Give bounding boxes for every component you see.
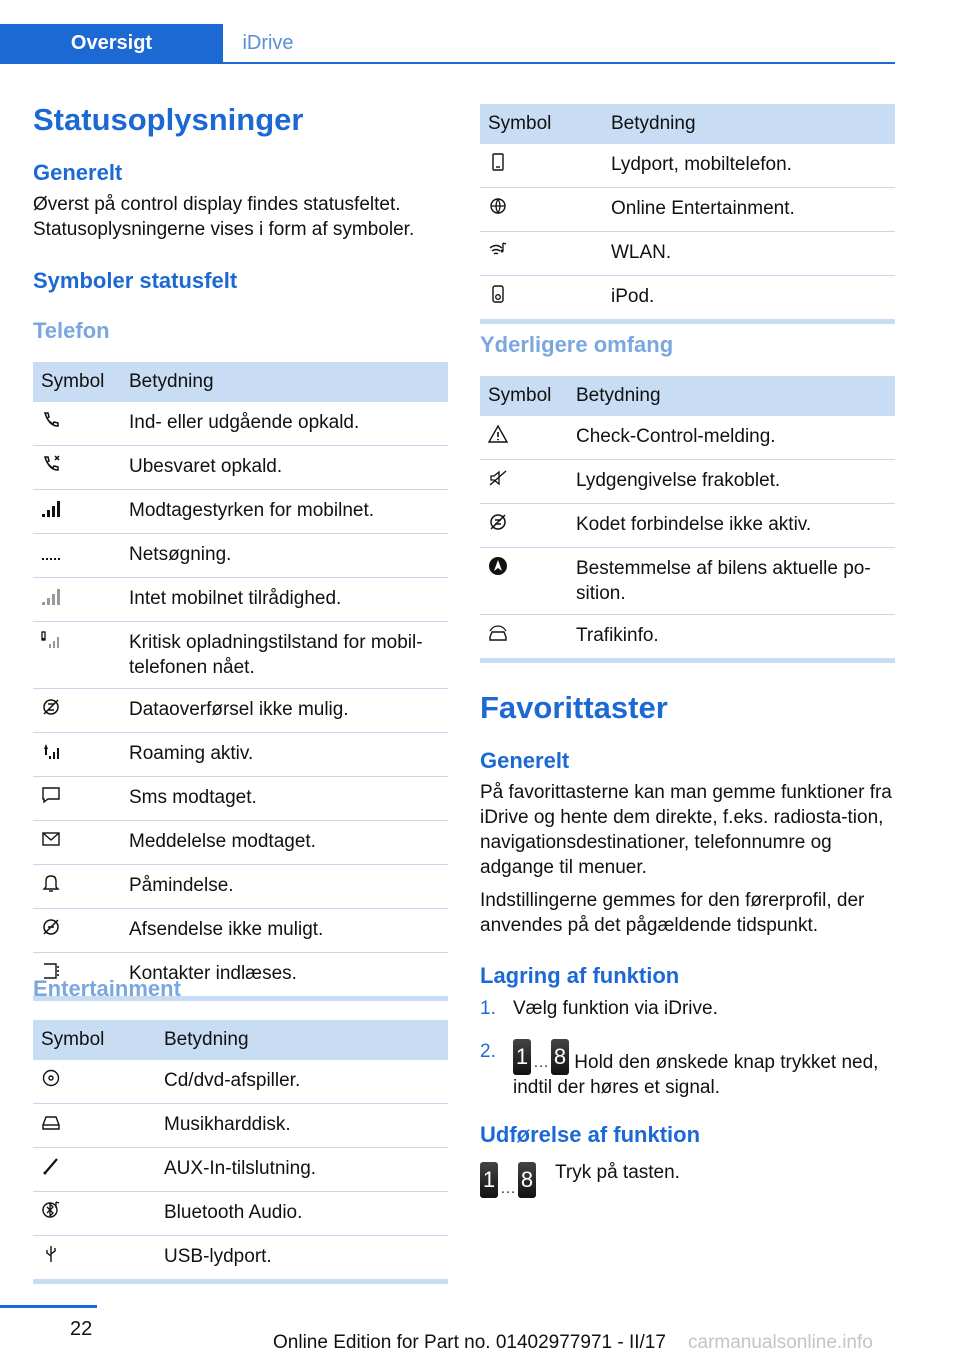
table-row xyxy=(33,534,448,578)
wlan-icon xyxy=(488,240,508,260)
step-text: Vælg funktion via iDrive. xyxy=(513,998,718,1019)
cd-icon xyxy=(41,1068,61,1088)
missed-call-icon xyxy=(41,454,61,474)
no-network-icon xyxy=(41,586,61,606)
table-row xyxy=(480,188,895,232)
table-row xyxy=(33,402,448,446)
key-ellipsis: … xyxy=(533,1054,549,1071)
general-heading: Generelt xyxy=(33,160,123,185)
table-row xyxy=(33,1236,448,1282)
mail-icon xyxy=(41,829,61,849)
table-row xyxy=(480,504,895,548)
table-row xyxy=(33,821,448,865)
table-row xyxy=(33,578,448,622)
harddisk-icon xyxy=(41,1112,61,1132)
col-symbol: Symbol xyxy=(33,362,121,402)
col-symbol: Symbol xyxy=(33,1020,156,1060)
table-row xyxy=(33,733,448,777)
row-text: Sms modtaget. xyxy=(121,777,448,821)
call-icon xyxy=(41,410,61,430)
table-row xyxy=(480,416,895,460)
no-data-icon xyxy=(41,697,61,717)
row-text: Bluetooth Audio. xyxy=(156,1192,448,1236)
table-row xyxy=(480,276,895,322)
col-symbol: Symbol xyxy=(480,104,603,144)
favorites-text-2: Indstillingerne gemmes for den førerprofil, der anvendes på det pågældende tidspunkt. xyxy=(480,890,865,936)
top-nav xyxy=(0,24,895,64)
aux-icon xyxy=(41,1156,61,1176)
footer-rule xyxy=(0,1305,97,1308)
list-item xyxy=(480,996,895,1021)
bluetooth-audio-icon xyxy=(41,1200,61,1220)
row-text: Kritisk opladningstilstand for mobil-telefonen nået. xyxy=(121,622,448,689)
row-text: Dataoverførsel ikke mulig. xyxy=(121,689,448,733)
page-title: Statusoplysninger xyxy=(33,102,304,137)
network-search-icon xyxy=(41,542,61,562)
row-text: Online Entertainment. xyxy=(603,188,895,232)
entertainment-heading: Entertainment xyxy=(33,976,181,1001)
row-text: Ind- eller udgående opkald. xyxy=(121,402,448,446)
row-text: Afsendelse ikke muligt. xyxy=(121,909,448,953)
store-heading: Lagring af funktion xyxy=(480,963,680,988)
favorite-key-1[interactable]: 1 xyxy=(480,1162,498,1198)
row-text: Trafikinfo. xyxy=(568,615,895,661)
exec-keys xyxy=(480,1162,536,1198)
row-text: Cd/dvd-afspiller. xyxy=(156,1060,448,1104)
table-row xyxy=(33,1104,448,1148)
row-text: Kontakter indlæses. xyxy=(121,953,448,999)
favorites-title: Favorittaster xyxy=(480,690,668,725)
general-text: Øverst på control display findes statusfeltet. Statusoplysningerne vises i form af symboler. xyxy=(33,194,415,240)
favorite-key-1[interactable]: 1 xyxy=(513,1039,531,1075)
row-text: Check-Control-melding. xyxy=(568,416,895,460)
table-row xyxy=(33,1148,448,1192)
entertainment-symbol-table xyxy=(33,1020,448,1284)
row-text: iPod. xyxy=(603,276,895,322)
col-meaning: Betydning xyxy=(568,376,895,416)
send-failed-icon xyxy=(41,917,61,937)
phone-heading: Telefon xyxy=(33,318,110,343)
favorite-key-8[interactable]: 8 xyxy=(518,1162,536,1198)
col-meaning: Betydning xyxy=(121,362,448,402)
online-entertainment-icon xyxy=(488,196,508,216)
low-battery-icon xyxy=(41,630,61,650)
key-ellipsis: … xyxy=(500,1180,516,1197)
table-row xyxy=(33,865,448,909)
exec-heading: Udførelse af funktion xyxy=(480,1122,701,1147)
favorite-key-8[interactable]: 8 xyxy=(551,1039,569,1075)
row-text: Bestemmelse af bilens aktuelle po-sition. xyxy=(568,548,895,615)
phone-symbol-table xyxy=(33,362,448,1001)
row-text: Lydport, mobiltelefon. xyxy=(603,144,895,188)
table-row xyxy=(33,689,448,733)
row-text: WLAN. xyxy=(603,232,895,276)
table-row xyxy=(480,232,895,276)
traffic-icon xyxy=(488,623,508,643)
col-symbol: Symbol xyxy=(480,376,568,416)
roaming-icon xyxy=(41,741,61,761)
signal-strength-icon xyxy=(41,498,61,518)
table-row xyxy=(33,622,448,689)
edition-text: Online Edition for Part no. 01402977971 - II/17 xyxy=(273,1332,666,1353)
mute-icon xyxy=(488,468,508,488)
table-row xyxy=(33,446,448,490)
row-text: USB-lydport. xyxy=(156,1236,448,1282)
favorites-general-heading: Generelt xyxy=(480,748,570,773)
row-text: Modtagestyrken for mobilnet. xyxy=(121,490,448,534)
step-text: Hold den ønskede knap trykket ned, indtil der høres et signal. xyxy=(513,1052,879,1098)
store-steps xyxy=(480,996,895,1110)
extra-symbol-table xyxy=(480,376,895,663)
table-row xyxy=(33,777,448,821)
bell-icon xyxy=(41,873,61,893)
exec-text: Tryk på tasten. xyxy=(555,1162,680,1183)
table-row xyxy=(480,144,895,188)
table-row xyxy=(480,548,895,615)
col-meaning: Betydning xyxy=(156,1020,448,1060)
table-row xyxy=(33,909,448,953)
row-text: Påmindelse. xyxy=(121,865,448,909)
table-row xyxy=(480,460,895,504)
row-text: Meddelelse modtaget. xyxy=(121,821,448,865)
favorites-text-1: På favorittasterne kan man gemme funktioner fra iDrive og hente dem direkte, f.eks. radiosta-tion, navigationsdestinationer, telefonnumre og adgange til menuer. xyxy=(480,782,892,878)
usb-icon xyxy=(41,1244,61,1264)
row-text: AUX-In-tilslutning. xyxy=(156,1148,448,1192)
warning-icon xyxy=(488,424,508,444)
phone-audio-icon xyxy=(488,152,508,172)
row-text: Roaming aktiv. xyxy=(121,733,448,777)
row-text: Lydgengivelse frakoblet. xyxy=(568,460,895,504)
watermark: carmanualsonline.info xyxy=(688,1332,873,1353)
row-text: Intet mobilnet tilrådighed. xyxy=(121,578,448,622)
symbols-heading: Symboler statusfelt xyxy=(33,268,238,293)
col-meaning: Betydning xyxy=(603,104,895,144)
tab-oversigt[interactable]: Oversigt xyxy=(0,24,223,62)
position-icon xyxy=(488,556,508,576)
table-row xyxy=(480,615,895,661)
step-number: 1. xyxy=(480,998,496,1019)
row-text: Kodet forbindelse ikke aktiv. xyxy=(568,504,895,548)
sms-icon xyxy=(41,785,61,805)
extra-heading: Yderligere omfang xyxy=(480,332,674,357)
table-row xyxy=(33,1192,448,1236)
entertainment-symbol-table-continued xyxy=(480,104,895,324)
page-number: 22 xyxy=(70,1318,93,1340)
row-text: Ubesvaret opkald. xyxy=(121,446,448,490)
step-number: 2. xyxy=(480,1041,496,1062)
list-item xyxy=(480,1039,895,1100)
table-row xyxy=(33,1060,448,1104)
table-row xyxy=(33,490,448,534)
no-encryption-icon xyxy=(488,512,508,532)
tab-idrive[interactable]: iDrive xyxy=(242,32,294,54)
ipod-icon xyxy=(488,284,508,304)
row-text: Netsøgning. xyxy=(121,534,448,578)
row-text: Musikharddisk. xyxy=(156,1104,448,1148)
